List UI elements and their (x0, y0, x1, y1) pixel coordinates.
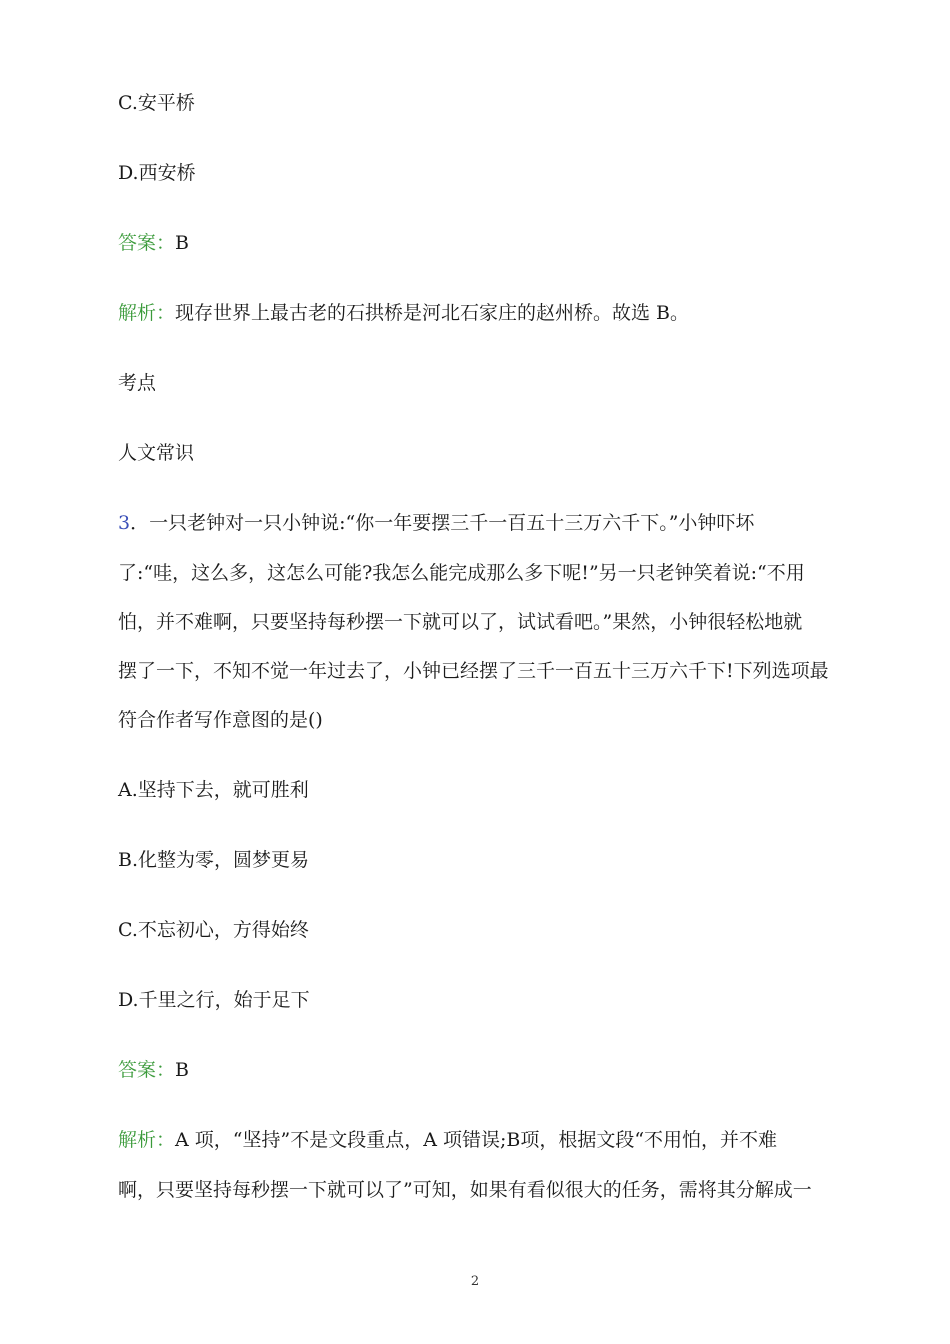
analysis-text: A 项，“坚持”不是文段重点，A 项错误;B项，根据文段“不用怕，并不难 (175, 1129, 778, 1151)
option-b: B.化整为零，圆梦更易 (118, 849, 310, 871)
answer-label: 答案： (118, 1059, 176, 1081)
question-stem-line-1 (118, 511, 754, 535)
option-d: D.千里之行，始于足下 (118, 989, 310, 1011)
question-stem-text: ．一只老钟对一只小钟说:“你一年要摆三千一百五十三万六千下。”小钟吓坏 (130, 512, 755, 534)
analysis-label: 解析： (118, 1129, 176, 1151)
answer-line (118, 1058, 189, 1082)
answer-value: B (175, 232, 189, 254)
question-number: 3 (118, 512, 131, 534)
question-stem-line-2: 了:“哇，这么多，这怎么可能?我怎么能完成那么多下呢!”另一只老钟笑着说:“不用 (118, 562, 805, 584)
kaodian-label: 考点 (118, 372, 157, 394)
option-a: A.坚持下去，就可胜利 (118, 779, 309, 801)
kaodian-value: 人文常识 (118, 442, 195, 464)
option-c: C.不忘初心，方得始终 (118, 919, 309, 941)
analysis-line-2: 啊，只要坚持每秒摆一下就可以了”可知，如果有看似很大的任务，需将其分解成一 (118, 1179, 812, 1201)
analysis-line-1 (118, 1128, 777, 1152)
answer-label: 答案： (118, 232, 176, 254)
question-stem-line-5: 符合作者写作意图的是() (118, 709, 323, 731)
answer-line (118, 231, 189, 255)
option-d: D.西安桥 (118, 162, 196, 184)
option-c: C.安平桥 (118, 92, 195, 114)
page-number: 2 (470, 1274, 480, 1289)
analysis-line (118, 301, 689, 325)
analysis-text: 现存世界上最古老的石拱桥是河北石家庄的赵州桥。故选 B。 (175, 302, 690, 324)
analysis-label: 解析： (118, 302, 176, 324)
answer-value: B (175, 1059, 189, 1081)
question-stem-line-3: 怕，并不难啊，只要坚持每秒摆一下就可以了，试试看吧。”果然，小钟很轻松地就 (118, 611, 803, 633)
question-stem-line-4: 摆了一下，不知不觉一年过去了，小钟已经摆了三千一百五十三万六千下!下列选项最 (118, 660, 829, 682)
